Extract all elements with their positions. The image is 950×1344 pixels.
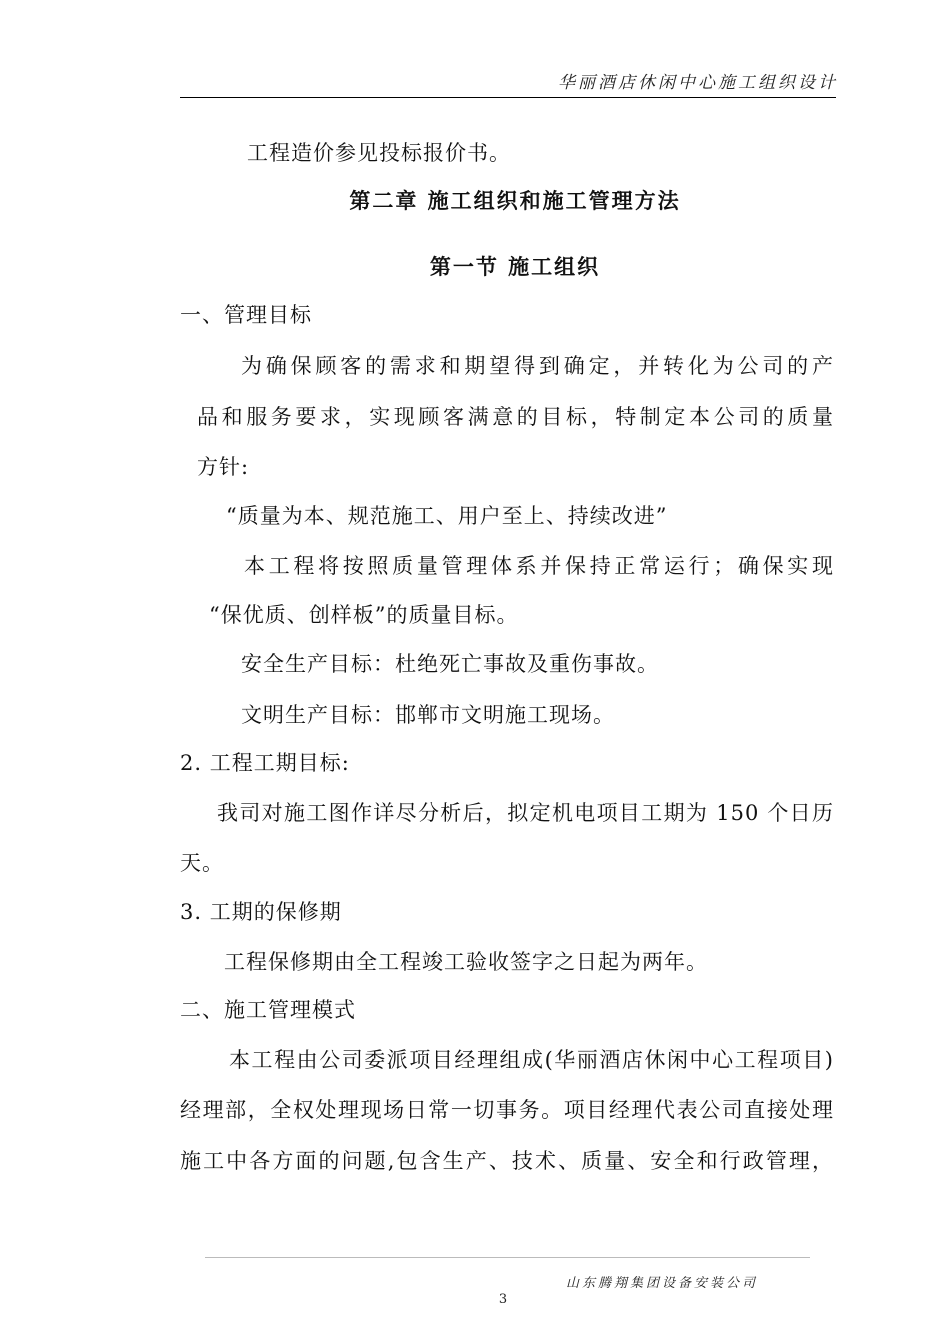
footer-company-name: 山东腾翔集团设备安装公司 (566, 1276, 759, 1291)
cost-reference-paragraph: 工程造价参见投标报价书。 (247, 141, 511, 165)
section-title: 第一节 施工组织 (429, 254, 601, 279)
page-number: 3 (498, 1292, 508, 1307)
civilized-production-goal: 文明生产目标：邯郸市文明施工现场。 (241, 703, 615, 727)
schedule-paragraph-line-2: 天。 (180, 851, 224, 875)
quality-system-line-1: 本工程将按照质量管理体系并保持正常运行；确保实现 (244, 554, 834, 578)
warranty-paragraph: 工程保修期由全工程竣工验收签字之日起为两年。 (224, 950, 708, 974)
chapter-title: 第二章 施工组织和施工管理方法 (349, 188, 681, 213)
policy-paragraph-line-1: 为确保顾客的需求和期望得到确定，并转化为公司的产 (241, 354, 834, 378)
header-rule (180, 97, 836, 98)
heading-management-mode: 二、施工管理模式 (180, 998, 356, 1022)
management-mode-line-2: 经理部，全权处理现场日常一切事务。项目经理代表公司直接处理 (180, 1098, 834, 1122)
schedule-paragraph-line-1: 我司对施工图作详尽分析后，拟定机电项目工期为 150 个日历 (217, 801, 834, 825)
running-header-title: 华丽酒店休闲中心施工组织设计 (558, 73, 838, 93)
safety-goal: 安全生产目标：杜绝死亡事故及重伤事故。 (241, 652, 659, 676)
footer-rule (205, 1257, 810, 1258)
heading-warranty: 3. 工期的保修期 (180, 900, 342, 924)
management-mode-line-3: 施工中各方面的问题,包含生产、技术、质量、安全和行政管理， (180, 1149, 834, 1173)
heading-management-goal: 一、管理目标 (180, 303, 312, 327)
management-mode-line-1: 本工程由公司委派项目经理组成(华丽酒店休闲中心工程项目) (229, 1048, 834, 1072)
heading-schedule-goal: 2. 工程工期目标: (180, 751, 350, 775)
policy-paragraph-line-3: 方针: (197, 455, 250, 479)
quality-system-line-2: “保优质、创样板”的质量目标。 (209, 603, 519, 627)
policy-paragraph-line-2: 品和服务要求，实现顾客满意的目标，特制定本公司的质量 (197, 405, 834, 429)
quality-slogan: “质量为本、规范施工、用户至上、持续改进” (226, 504, 668, 528)
